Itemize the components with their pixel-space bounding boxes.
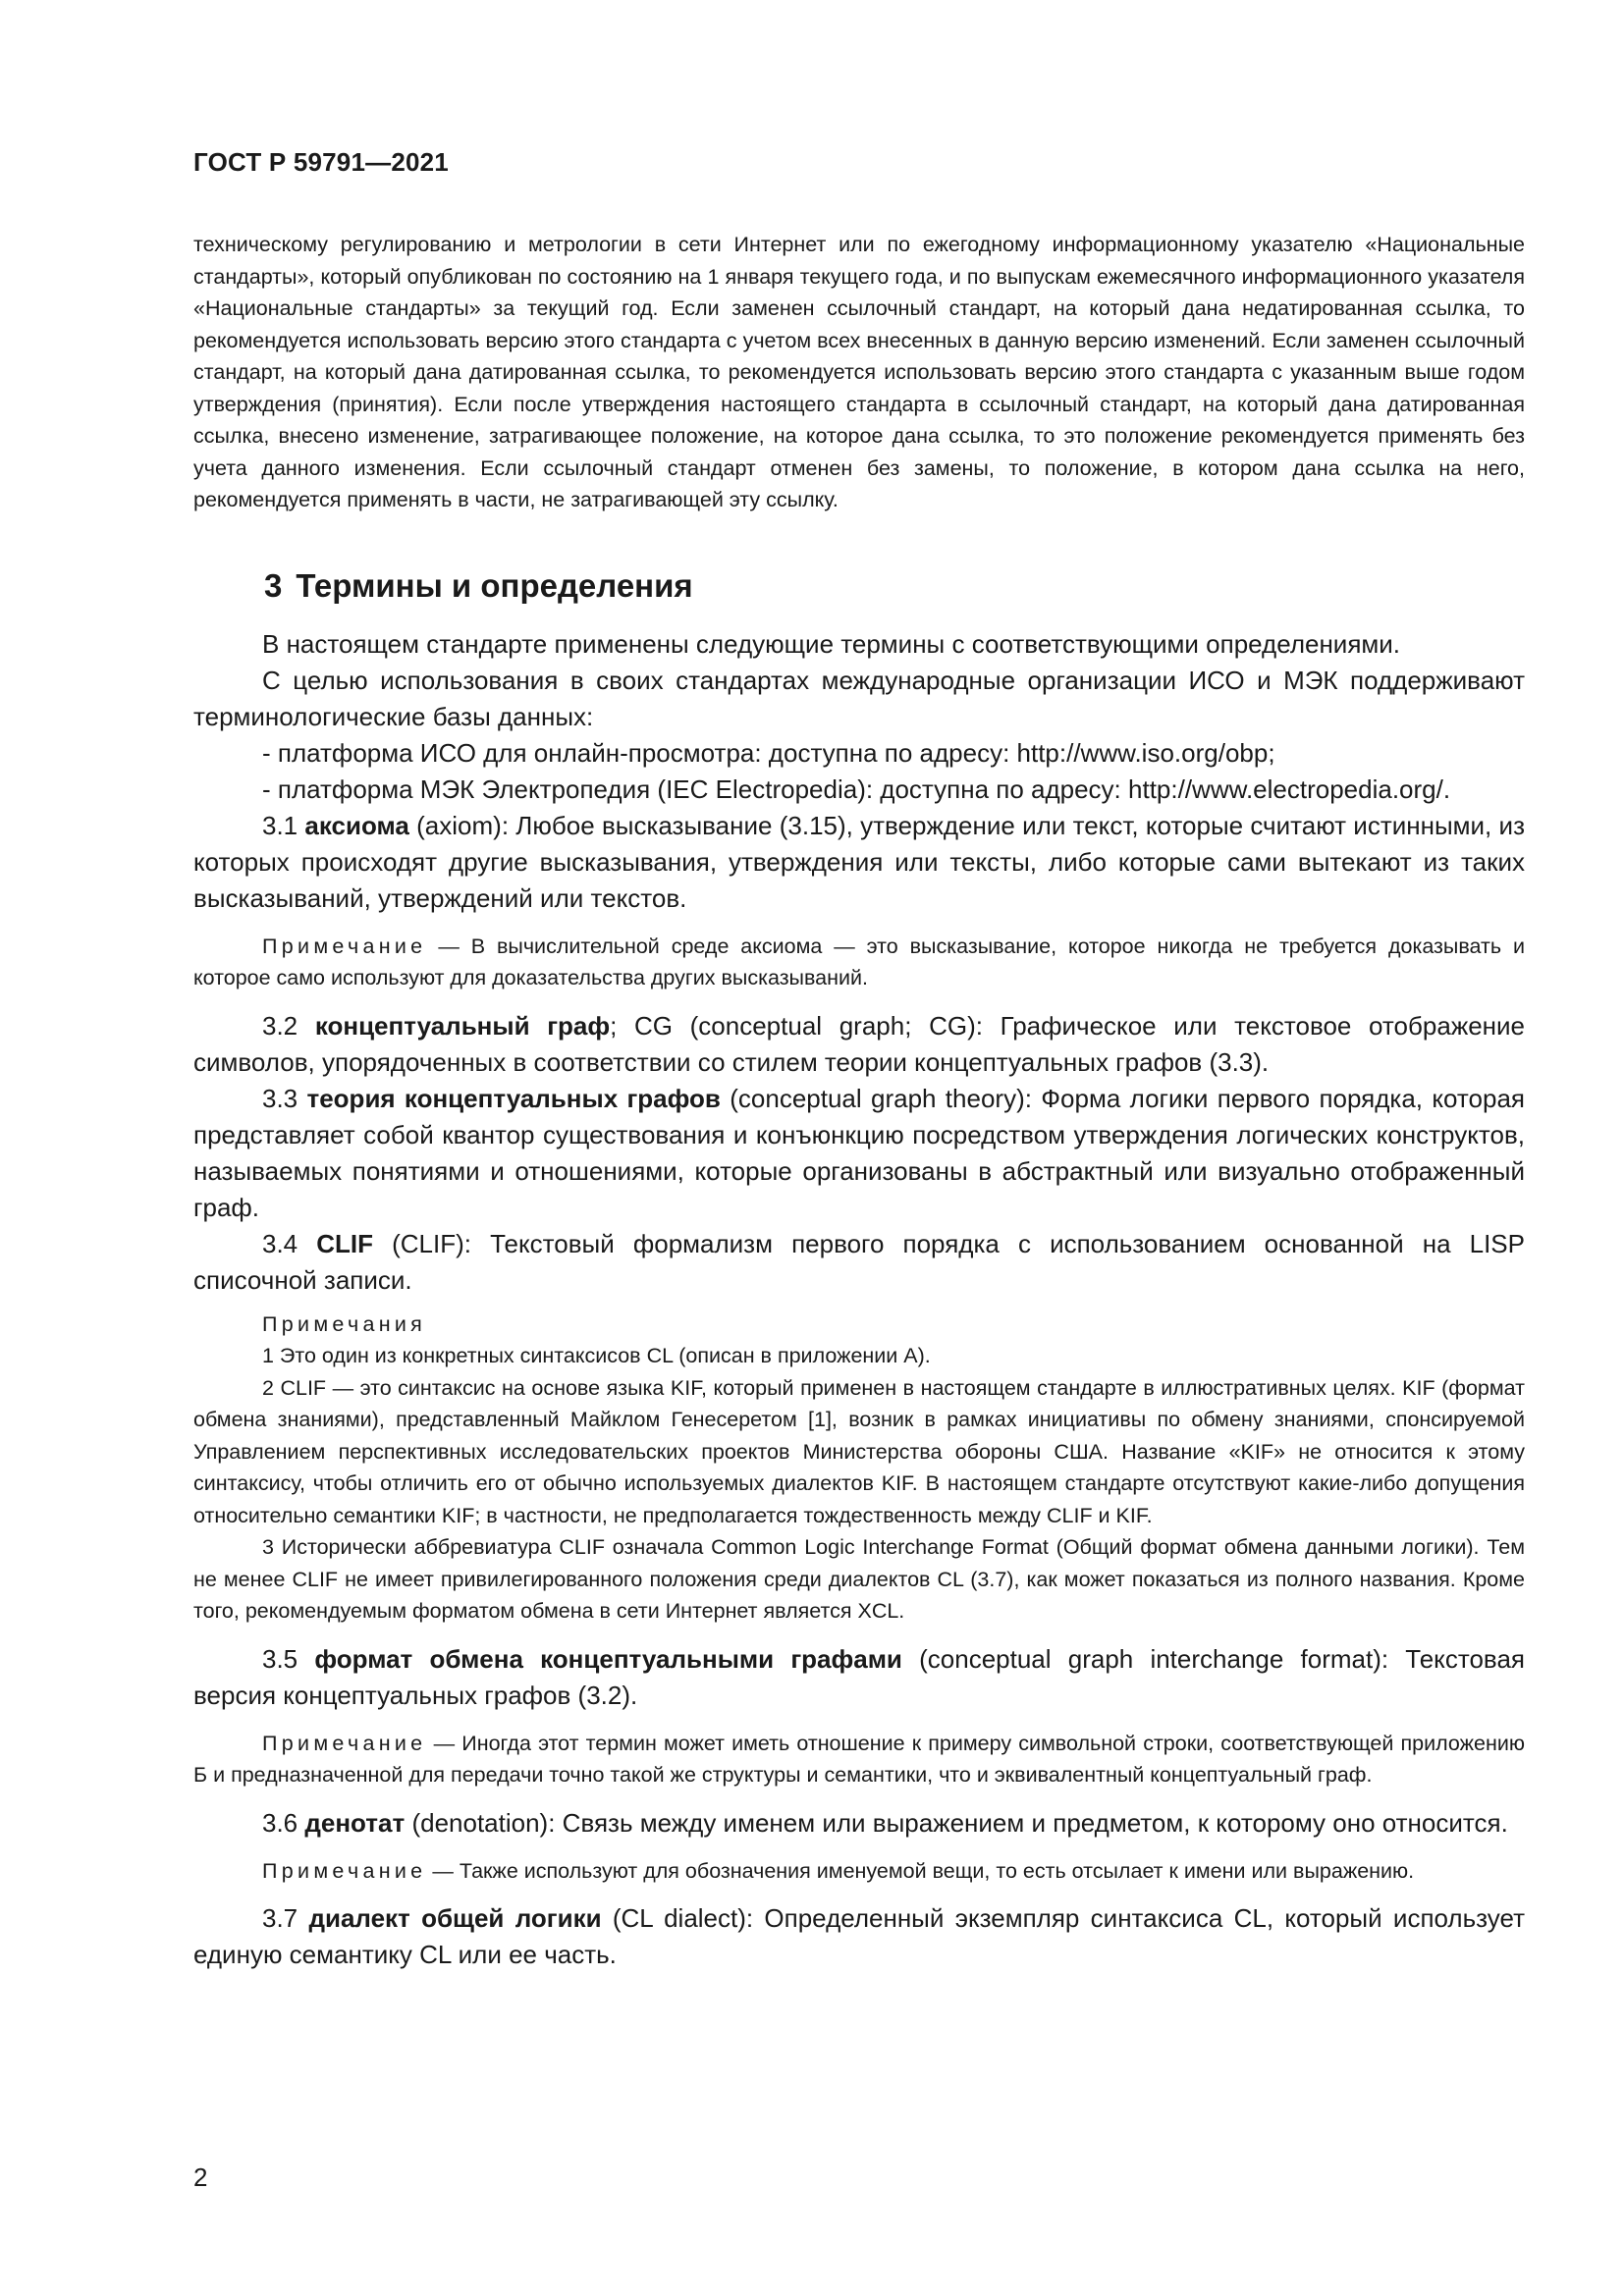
- term-number: 3.2: [262, 1010, 298, 1041]
- page-number: 2: [193, 2163, 208, 2192]
- term-definition: (denotation): Связь между именем или выражением и предметом, к которому оно относится.: [405, 1807, 1508, 1838]
- note-text: — Также используют для обозначения именуемой вещи, то есть отсылает к имени или выражению.: [426, 1858, 1415, 1883]
- term-definition: (CLIF): Текстовый формализм первого порядка с использованием основанной на LISP списочной записи.: [193, 1228, 1525, 1295]
- intro-paragraph: техническому регулированию и метрологии в сети Интернет или по ежегодному информационному указателю «Национальные стандарты», который опубликован по состоянию на 1 января текущего года, и по выпускам ежемесячного информационного указателя «Национальные стандарты» за текущий год. Если заменен ссылочный стандарт, на который дана недатированная ссылка, то рекомендуется использовать версию этого стандарта с учетом всех внесенных в данную версию изменений. Если заменен ссылочный стандарт, на который дана датированная ссылка, то рекомендуется использовать версию этого стандарта с указанным выше годом утверждения (принятия). Если после утверждения настоящего стандарта в ссылочный стандарт, на который дана датированная ссылка, внесено изменение, затрагивающее положение, на которое дана ссылка, то это положение рекомендуется применять без учета данного изменения. Если ссылочный стандарт отменен без замены, то положение, в котором дана ссылка на него, рекомендуется применять в части, не затрагивающей эту ссылку.: [193, 233, 1525, 511]
- term-3-4: [193, 1226, 1525, 1299]
- document-header: ГОСТ Р 59791—2021: [193, 147, 449, 177]
- section-title: Термины и определения: [296, 566, 693, 604]
- term-3-1-note: [193, 931, 1525, 994]
- term-name: аксиома: [304, 810, 409, 840]
- term-definition: (axiom): Любое высказывание (3.15), утверждение или текст, которые считают истинными, из которых происходят другие высказывания, утверждения или тексты, либо которые сами вытекают из таких высказываний, утверждений или текстов.: [193, 810, 1525, 913]
- term-name: CLIF: [316, 1228, 374, 1258]
- term-definition: (conceptual graph theory): Форма логики первого порядка, которая представляет собой квантор существования и конъюнкцию посредством утверждения логических конструктов, называемых понятиями и отношениями, которые организованы в абстрактный или визуально отображенный граф.: [193, 1083, 1525, 1222]
- section-intro-2: С целью использования в своих стандартах международные организации ИСО и МЭК поддерживают терминологические базы данных:: [193, 665, 1525, 731]
- term-number: 3.5: [262, 1643, 298, 1674]
- term-definition: (CL dialect): Определенный экземпляр синтаксиса CL, который использует единую семантику CL или ее часть.: [193, 1903, 1525, 1969]
- section-intro-1: В настоящем стандарте применены следующие термины с соответствующими определениями.: [262, 628, 1401, 659]
- term-name: диалект общей логики: [308, 1903, 602, 1933]
- note-text: — Иногда этот термин может иметь отношение к примеру символьной строки, соответствующей приложению Б и предназначенной для передачи точно такой же структуры и семантики, что и эквивалентный концептуальный граф.: [193, 1731, 1525, 1787]
- term-3-4-note-2: 2 CLIF — это синтаксис на основе языка KIF, который применен в настоящем стандарте в иллюстративных целях. KIF (формат обмена знаниями), представленный Майклом Генесеретом [1], возник в рамках инициативы по обмену знаниями, спонсируемой Управлением перспективных исследовательских проектов Министерства обороны США. Название «KIF» не относится к этому синтаксису, чтобы отличить его от обычно используемых диалектов KIF. В настоящем стандарте отсутствуют какие-либо допущения относительно семантики KIF; в частности, не предполагается тождественность между CLIF и KIF.: [193, 1375, 1525, 1527]
- term-3-4-note-3: 3 Исторически аббревиатура CLIF означала Common Logic Interchange Format (Общий формат обмена данными логики). Тем не менее CLIF не имеет привилегированного положения среди диалектов CL (3.7), как может показаться из полного названия. Кроме того, рекомендуемым форматом обмена в сети Интернет является XCL.: [193, 1535, 1525, 1623]
- term-3-1: [193, 808, 1525, 917]
- term-number: 3.3: [262, 1083, 298, 1113]
- term-name: теория концептуальных графов: [306, 1083, 721, 1113]
- section-number: 3: [264, 566, 283, 604]
- term-number: 3.4: [262, 1228, 298, 1258]
- section-heading: [264, 567, 1525, 605]
- note-text: — В вычислительной среде аксиома — это высказывание, которое никогда не требуется доказывать и которое само используют для доказательства других высказываний.: [193, 934, 1525, 989]
- note-label: Примечание: [262, 1858, 427, 1883]
- term-3-6: [193, 1805, 1525, 1842]
- term-definition: ; CG (conceptual graph; CG): Графическое или текстовое отображение символов, упорядоченных в соответствии со стилем теории концептуальных графов (3.3).: [193, 1010, 1526, 1077]
- section-intro-4: - платформа МЭК Электропедия (IEC Electropedia): доступна по адресу: http://www.electropedia.org/.: [262, 774, 1451, 804]
- note-label: Примечание: [262, 1731, 427, 1755]
- term-name: концептуальный граф: [314, 1010, 611, 1041]
- term-3-2: [193, 1008, 1525, 1081]
- term-3-3: [193, 1081, 1525, 1226]
- term-3-5: [193, 1641, 1525, 1714]
- notes-label: Примечания: [262, 1311, 427, 1336]
- term-3-4-note-1: 1 Это один из конкретных синтаксисов CL (описан в приложении А).: [262, 1344, 931, 1367]
- term-name: формат обмена концептуальными графами: [314, 1643, 902, 1674]
- term-number: 3.7: [262, 1903, 298, 1933]
- note-label: Примечание: [262, 934, 427, 958]
- term-3-5-note: [193, 1728, 1525, 1791]
- term-3-6-note: [193, 1855, 1525, 1888]
- term-number: 3.6: [262, 1807, 298, 1838]
- term-definition: (conceptual graph interchange format): Текстовая версия концептуальных графов (3.2).: [193, 1643, 1525, 1710]
- term-number: 3.1: [262, 810, 298, 840]
- section-intro-3: - платформа ИСО для онлайн-просмотра: доступна по адресу: http://www.iso.org/obp;: [262, 737, 1275, 768]
- term-name: денотат: [304, 1807, 406, 1838]
- term-3-7: [193, 1900, 1525, 1973]
- document-page: [193, 147, 1525, 1973]
